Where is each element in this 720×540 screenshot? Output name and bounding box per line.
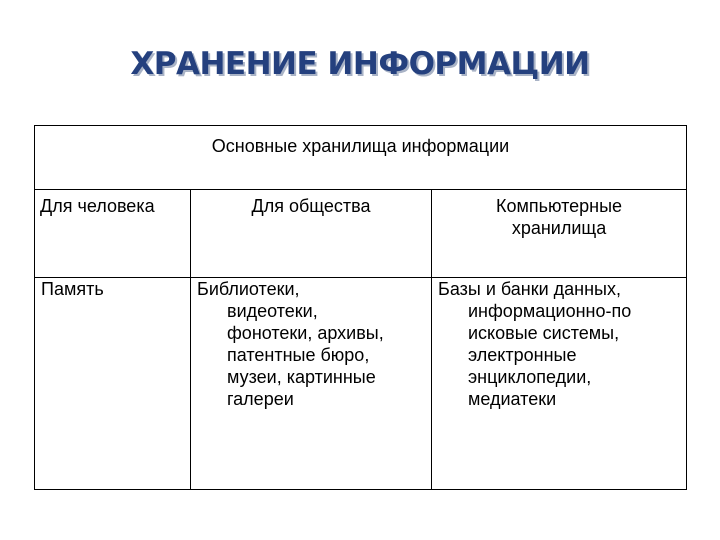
society-storage-line: патентные бюро,: [227, 345, 370, 365]
column-header-computer-line: хранилища: [511, 218, 607, 238]
cell-human-text: Память: [41, 279, 104, 299]
computer-storage-line: исковые системы,: [468, 323, 620, 343]
cell-computer-storage: [432, 278, 687, 490]
column-header-computer: [432, 190, 687, 278]
society-storage-line: галереи: [227, 389, 294, 409]
society-storage-line: музеи, картинные: [227, 367, 376, 387]
computer-storage-line: энциклопедии,: [468, 367, 592, 387]
column-header-society-label: Для общества: [251, 196, 371, 216]
computer-storage-line: электронные: [468, 345, 577, 365]
cell-society-storage: [191, 278, 432, 490]
table-row: [35, 278, 687, 490]
society-storage-line: фонотеки, архивы,: [227, 323, 384, 343]
column-headers-row: [35, 190, 687, 278]
computer-storage-line: информационно-по: [468, 301, 632, 321]
table-header-row: [35, 126, 687, 190]
computer-storage-line: Базы и банки данных,: [438, 279, 621, 299]
table-header-text: Основные хранилища информации: [211, 136, 510, 156]
column-header-computer-line: Компьютерные: [495, 196, 623, 216]
cell-human-storage: [35, 278, 191, 490]
table-header-cell: [35, 126, 687, 190]
storage-table: [34, 125, 687, 490]
society-storage-line: видеотеки,: [227, 301, 318, 321]
column-header-human-label: Для человека: [40, 196, 155, 216]
computer-storage-line: медиатеки: [468, 389, 557, 409]
column-header-human: [35, 190, 191, 278]
slide-title: ХРАНЕНИЕ ИНФОРМАЦИИ: [130, 46, 590, 82]
column-header-society: [191, 190, 432, 278]
society-storage-line: Библиотеки,: [197, 279, 300, 299]
